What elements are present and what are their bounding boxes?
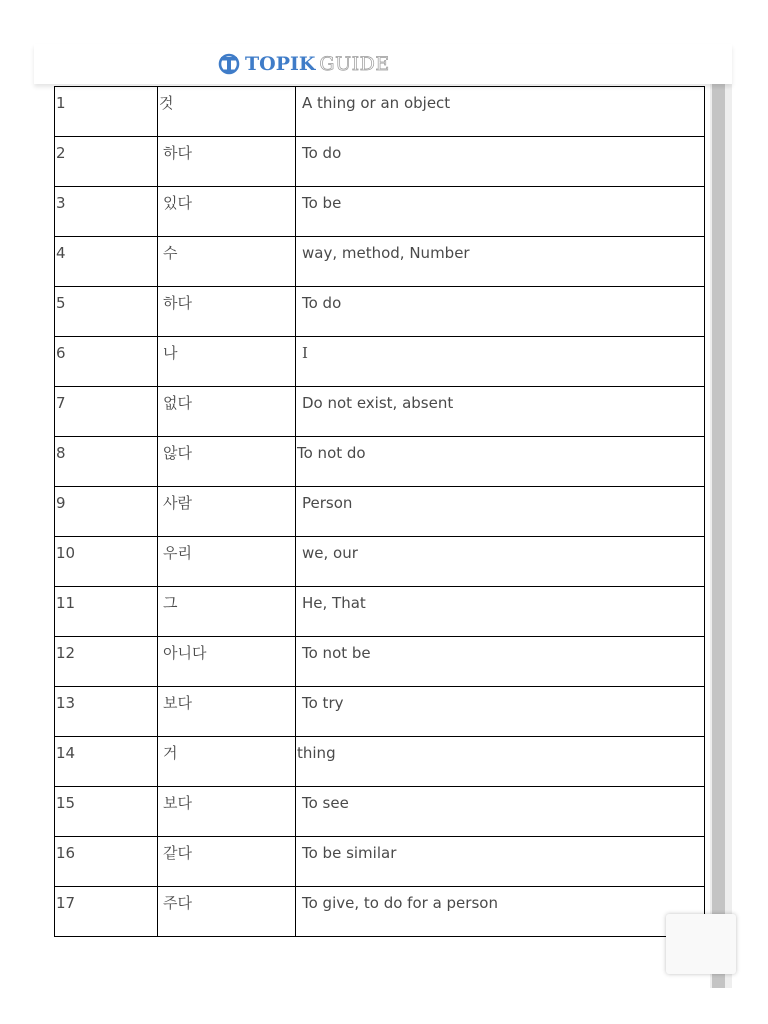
korean-word: 않다 (163, 444, 192, 462)
meaning-cell (296, 137, 705, 187)
korean-word-cell (158, 237, 296, 287)
meaning-cell (296, 237, 705, 287)
meaning: thing (297, 744, 336, 762)
meaning: we, our (302, 544, 358, 562)
korean-word: 수 (163, 244, 178, 262)
meaning: A thing or an object (302, 94, 451, 112)
korean-word: 보다 (163, 694, 192, 712)
korean-word-cell (158, 487, 296, 537)
meaning-cell (296, 187, 705, 237)
table-row (55, 437, 705, 487)
row-number: 15 (56, 794, 76, 812)
row-number-cell (55, 387, 158, 437)
meaning-cell (296, 837, 705, 887)
table-row (55, 487, 705, 537)
meaning-cell (296, 737, 705, 787)
korean-word: 보다 (163, 794, 192, 812)
table-row (55, 637, 705, 687)
vocabulary-table (54, 86, 705, 937)
row-number-cell (55, 687, 158, 737)
korean-word-cell (158, 137, 296, 187)
meaning: To do (302, 144, 342, 162)
korean-word: 거 (163, 744, 178, 762)
meaning-cell (296, 887, 705, 937)
korean-word: 하다 (163, 144, 192, 162)
korean-word-cell (158, 287, 296, 337)
table-row (55, 237, 705, 287)
meaning-cell (296, 337, 705, 387)
row-number-cell (55, 337, 158, 387)
table-row (55, 137, 705, 187)
meaning-cell (296, 87, 705, 137)
row-number: 4 (56, 244, 66, 262)
korean-word: 주다 (163, 894, 192, 912)
korean-word: 우리 (163, 544, 192, 562)
row-number: 8 (56, 444, 66, 462)
table-row (55, 837, 705, 887)
meaning-cell (296, 637, 705, 687)
korean-word: 아니다 (163, 644, 207, 662)
meaning-cell (296, 287, 705, 337)
korean-word-cell (158, 537, 296, 587)
table-row (55, 587, 705, 637)
recaptcha-badge[interactable] (666, 914, 736, 974)
meaning: To be (302, 194, 342, 212)
table-row (55, 87, 705, 137)
meaning: To be similar (302, 844, 397, 862)
scrollbar-track[interactable] (710, 84, 732, 988)
meaning-cell (296, 787, 705, 837)
korean-word-cell (158, 637, 296, 687)
row-number-cell (55, 437, 158, 487)
korean-word: 없다 (163, 394, 192, 412)
meaning: To not be (302, 644, 371, 662)
table-row (55, 287, 705, 337)
meaning: To do (302, 294, 342, 312)
row-number: 3 (56, 194, 66, 212)
korean-word: 사람 (163, 494, 192, 512)
table-row (55, 337, 705, 387)
row-number-cell (55, 637, 158, 687)
row-number: 6 (56, 344, 66, 362)
row-number-cell (55, 887, 158, 937)
row-number: 17 (56, 894, 76, 912)
meaning: He, That (302, 594, 366, 612)
meaning: I (302, 344, 308, 362)
logo-text-topik: TOPIK (245, 53, 316, 75)
meaning: Do not exist, absent (302, 394, 454, 412)
row-number: 9 (56, 494, 66, 512)
korean-word-cell (158, 387, 296, 437)
row-number-cell (55, 87, 158, 137)
row-number: 5 (56, 294, 66, 312)
row-number: 12 (56, 644, 76, 662)
korean-word-cell (158, 687, 296, 737)
logo-text-guide: GUIDE (319, 53, 390, 75)
topik-logo-icon (218, 53, 240, 75)
meaning-cell (296, 537, 705, 587)
row-number-cell (55, 237, 158, 287)
table-row (55, 537, 705, 587)
row-number-cell (55, 737, 158, 787)
row-number: 10 (56, 544, 76, 562)
meaning-cell (296, 487, 705, 537)
korean-word-cell (158, 437, 296, 487)
korean-word: 나 (163, 344, 178, 362)
meaning: To not do (297, 444, 366, 462)
row-number: 14 (56, 744, 76, 762)
row-number-cell (55, 137, 158, 187)
row-number-cell (55, 287, 158, 337)
korean-word: 그 (163, 594, 178, 612)
korean-word-cell (158, 737, 296, 787)
meaning: way, method, Number (302, 244, 470, 262)
korean-word: 있다 (163, 194, 192, 212)
korean-word-cell (158, 87, 296, 137)
row-number: 11 (56, 594, 76, 612)
row-number: 13 (56, 694, 76, 712)
row-number-cell (55, 187, 158, 237)
meaning: To try (302, 694, 344, 712)
meaning-cell (296, 687, 705, 737)
korean-word-cell (158, 187, 296, 237)
meaning: To give, to do for a person (302, 894, 498, 912)
row-number-cell (55, 837, 158, 887)
row-number-cell (55, 487, 158, 537)
meaning-cell (296, 387, 705, 437)
row-number: 7 (56, 394, 66, 412)
row-number-cell (55, 587, 158, 637)
korean-word-cell (158, 587, 296, 637)
table-row (55, 737, 705, 787)
korean-word-cell (158, 787, 296, 837)
row-number: 2 (56, 144, 66, 162)
korean-word-cell (158, 887, 296, 937)
table-row (55, 887, 705, 937)
table-row (55, 387, 705, 437)
meaning: Person (302, 494, 353, 512)
row-number: 16 (56, 844, 76, 862)
scrollbar-thumb[interactable] (712, 84, 725, 988)
row-number: 1 (56, 94, 66, 112)
row-number-cell (55, 537, 158, 587)
korean-word: 것 (159, 94, 174, 112)
site-header (34, 44, 732, 84)
korean-word-cell (158, 337, 296, 387)
row-number-cell (55, 787, 158, 837)
korean-word-cell (158, 837, 296, 887)
site-logo[interactable] (218, 49, 390, 79)
table-row (55, 787, 705, 837)
korean-word: 하다 (163, 294, 192, 312)
meaning-cell (296, 437, 705, 487)
table-row (55, 187, 705, 237)
meaning-cell (296, 587, 705, 637)
meaning: To see (302, 794, 349, 812)
table-row (55, 687, 705, 737)
korean-word: 같다 (163, 844, 192, 862)
